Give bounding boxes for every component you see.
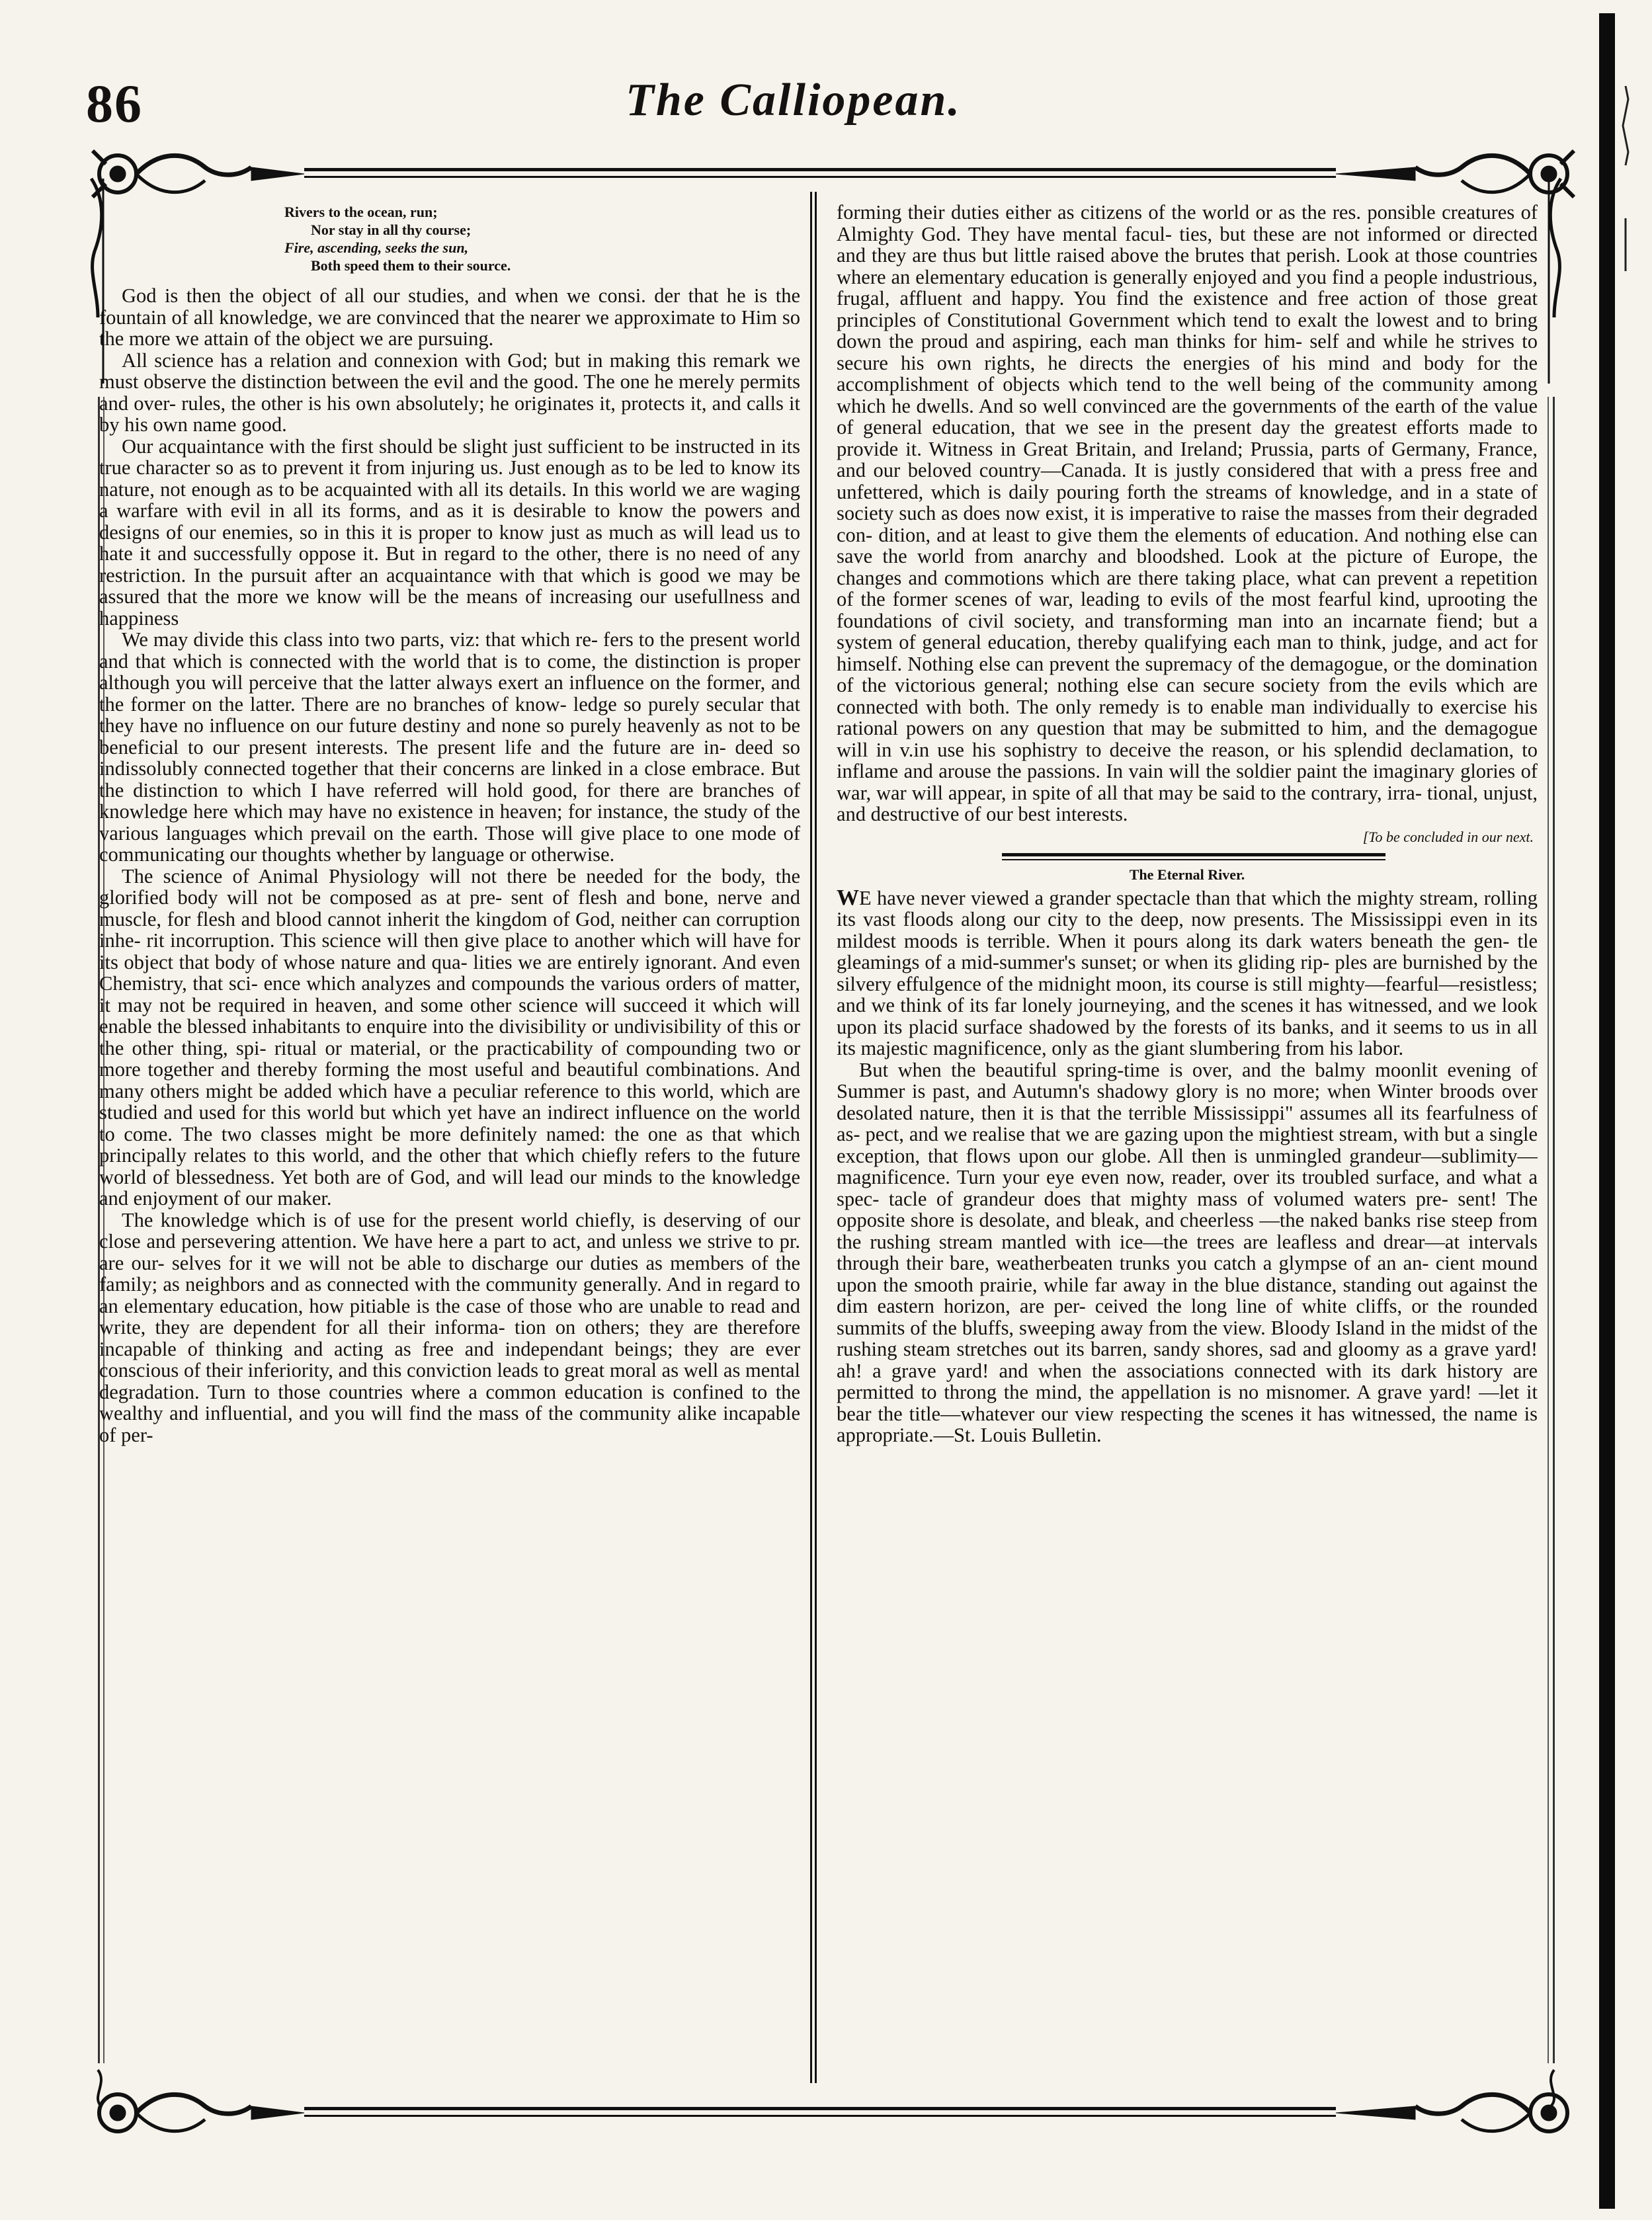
right-border-ornament: [1534, 172, 1574, 2110]
paragraph-text: E have never viewed a grander spectacle than that which the mighty stream, rolling its vast floods along our city to the deep, now presents. The Mississippi even in its mildest moods is terrible. When it pours along its dark waters beneath the gen- tle gleamings of a mid-summer's sunset; or when its gliding rip- ples are burnished by the silvery effulgence of the midnight moon, its course is still mighty—fearful—resistless; and we think of its far lonely journeying, and the scenes it has witnessed, and we look upon its placid surface shadowed by the forests of its banks, and it seems to us in all its majestic magnificence, only as the giant slumbering from his labor.: [837, 886, 1538, 1059]
poem-line: Fire, ascending, seeks the sun,: [284, 239, 469, 256]
edge-ornament: [1620, 86, 1631, 284]
top-ornamental-rule: [79, 138, 1587, 210]
article-paragraph: But when the beautiful spring-time is over, and the balmy moonlit evening of Summer is past, and Autumn's shadowy glory is no more; when Winter broods over desolated nature, then it is that the terrible Mississippi" assumes all its fearfulness of as- pect, and we realise that we are gazing upon the mightiest stream, with but a single exception, that flows upon our globe. All then is unmingled grandeur—sublimity—magnificence. Turn your eye even now, reader, over its troubled surface, and what a spec- tacle of grandeur does that mighty mass of volumed waters pre- sent! The opposite shore is desolate, and bleak, and cheerless —the naked banks rise steep from the rushing stream mantled with ice—the trees are leafless and drear—at intervals through their bare, weatherbeaten trunks you catch a glympse of an an- cient mound upon the smooth prairie, while far away in the blue distance, standing out against the dim eastern horizon, are per- ceived the long line of white cliffs, or the rounded summits of the bluffs, sweeping away from the view. Bloody Island in the midst of the rushing steam stretches out its barren, sandy shores, sad and gloomy as a grave yard! ah! a grave yard! and when the associations connected with its dark history are permitted to throng the mind, the appellation is no misnomer. A grave yard! —let it bear the title—whatever our view respecting the scenes it has witnessed, the name is appropriate.—St. Louis Bulletin.: [837, 1058, 1538, 1446]
page-edge-bar: [1599, 13, 1615, 2209]
poem-line: Both speed them to their source.: [311, 257, 511, 274]
article-paragraph: [837, 887, 1538, 1059]
poem-line: Nor stay in all thy course;: [311, 222, 472, 238]
article-paragraph: We may divide this class into two parts, viz: that which re- fers to the present world and that which is connected with the world that is to come, the distinction is proper although you will perceive that the latter always exert an influence on the former, and the former on the latter. There are no branches of know- ledge so purely secular that they have no influence on our future destiny and none so purely heavenly as not to be beneficial to our present interests. The present life and the future are in- deed so indissolubly connected together that their concerns are linked in a close embrace. But the distinction to which I have referred will hold good, for there are branches of knowledge here which may have no existence in heaven; for instance, the study of the various languages which prevail on the earth. Those will give place to one mode of communicating our thoughts whether by language or otherwise.: [99, 628, 800, 866]
bottom-right-scroll-ornament: [1336, 2094, 1567, 2131]
bottom-ornamental-rule: [79, 2076, 1587, 2149]
page-number: 86: [86, 73, 143, 134]
drop-cap: W: [837, 885, 859, 910]
masthead-title: The Calliopean.: [626, 75, 962, 126]
article-heading: The Eternal River.: [1129, 866, 1245, 883]
poem-line: Rivers to the ocean, run;: [284, 204, 438, 220]
left-column: [99, 202, 800, 2080]
section-rule: [1002, 853, 1385, 856]
article-paragraph: Our acquaintance with the first should be slight just sufficient to be instructed in its true character so as to prevent it from injuring us. Just enough as to be led to know its nature, not enough as to be acquainted with all its details. In this world we are waging a warfare with evil in all its forms, and as it is desirable to know the powers and designs of our enemies, so in this it is proper to know just as much as will lead us to hate it and successfully oppose it. But in regard to the other, there is no need of any restriction. In the pursuit after an acquaintance with that which is good we may be assured that the more we know will be the means of increasing our usefullness and happiness: [99, 434, 800, 630]
column-divider: [807, 192, 820, 2083]
continued-note: [To be concluded in our next.: [1362, 828, 1534, 845]
poem-stanza: [284, 203, 800, 274]
bottom-left-scroll-ornament: [99, 2094, 304, 2131]
top-left-scroll-ornament: [93, 151, 304, 197]
article-paragraph: forming their duties either as citizens of the world or as the res. ponsible creatures of Almighty God. They have mental facul- ties, but these are not informed or directed and they are thus but little raised above the brutes that perish. Look at those countries where an elementary education is generally enjoyed and you find a people industrious, frugal, affluent and happy. You find the existence and free action of those great principles of Constitutional Government which tend to exalt the lowest and to bring down the proud and aspiring, each man thinks for him- self and while he strives to secure his own rights, he directs the energies of his mind and body for the accomplishment of objects which tend to the well being of the community among which he dwells. And so well convinced are the governments of the earth of the value of general education, that we see in the present day the greatest efforts made to provide it. Witness in Great Britain, and Ireland; Prussia, parts of Germany, France, and our beloved country—Canada. It is justly considered that with a press free and unfettered, which is daily pouring forth the streams of knowledge, and in a state of society such as does now exist, it is imperative to raise the masses from their degraded con- dition, and at least to give them the elements of education. And nothing else can save the world from anarchy and bloodshed. Look at the picture of Europe, the changes and commotions which are there taking place, what can prevent a repetition of the former scenes of war, leading to evils of the most fearful kind, uprooting the foundations of civil society, and transforming man into an incarnate fiend; but a system of general education, thereby qualifying each man to think, judge, and act for himself. Nothing else can prevent the supremacy of the demagogue, or the domination of the victorious general; nothing else can secure society from the evils which are connected with both. The only remedy is to enable man individually to exercise his rational powers on any question that may be submitted to him, and the demagogue will in v.in use his sophistry to deceive the reason, or his splendid declamation, to inflame and arouse the passions. In vain will the soldier paint the imaginary glories of war, war will appear, in spite of all that may be said to the contrary, irra- tional, unjust, and destructive of our best interests.: [837, 202, 1538, 825]
section-rule: [1002, 859, 1385, 860]
article-paragraph: The science of Animal Physiology will not there be needed for the body, the glorified body will not be composed as at pre- sent of flesh and bone, nerve and muscle, for flesh and blood cannot inherit the kingdom of God, neither can corruption inhe- rit incorruption. This science will then give place to another which will have for its object that body of whose nature and qua- lities we are entirely ignorant. And even Chemistry, that sci- ence which analyzes and compounds the various orders of matter, it may not be required in heaven, and some other science will succeed it which will enable the blessed inhabitants to enquire into the divisibility or undivisibility of this or the other thing, spi- ritual or material, or the practicability of compounding two or more together and thereby forming the most useful and beautiful combinations. And many others might be added which have a peculiar reference to this world, which are studied and used for this world but which yet have an indirect influence on the world to come. The two classes might be more definitely named: the one as that which principally relates to this world, and the other that which chiefly refers to the future world of blessedness. Yet both are of God, and will lead our minds to the knowledge and enjoyment of our maker.: [99, 864, 800, 1210]
right-column: [837, 202, 1538, 2080]
article-paragraph: The knowledge which is of use for the present world chiefly, is deserving of our close and persevering attention. We have here a part to act, and unless we strive to pr. are our- selves for it we will not be able to discharge our duties as members of the family; as neighbors and as connected with the community generally. And in regard to an elementary education, how pitiable is the case of those who are unable to read and write, they are dependent for all their informa- tion on others; they are therefore incapable of thinking and acting as free and independant beings; they are ever conscious of their inferiority, and this conviction leads to great moral as well as mental degradation. Turn to those countries where a common education is confined to the wealthy and influential, and you will find the mass of the community alike incapable of per-: [99, 1208, 800, 1446]
article-paragraph: All science has a relation and connexion with God; but in making this remark we must observe the distinction between the evil and the good. The one he merely permits and over- rules, the other is his own absolutely; he originates it, protects it, and calls it by his own name good.: [99, 349, 800, 436]
article-paragraph: God is then the object of all our studies, and when we consi. der that he is the fountain of all knowledge, we are convinced that the nearer we approximate to Him so the more we attain of the object we are pursuing.: [99, 284, 800, 350]
